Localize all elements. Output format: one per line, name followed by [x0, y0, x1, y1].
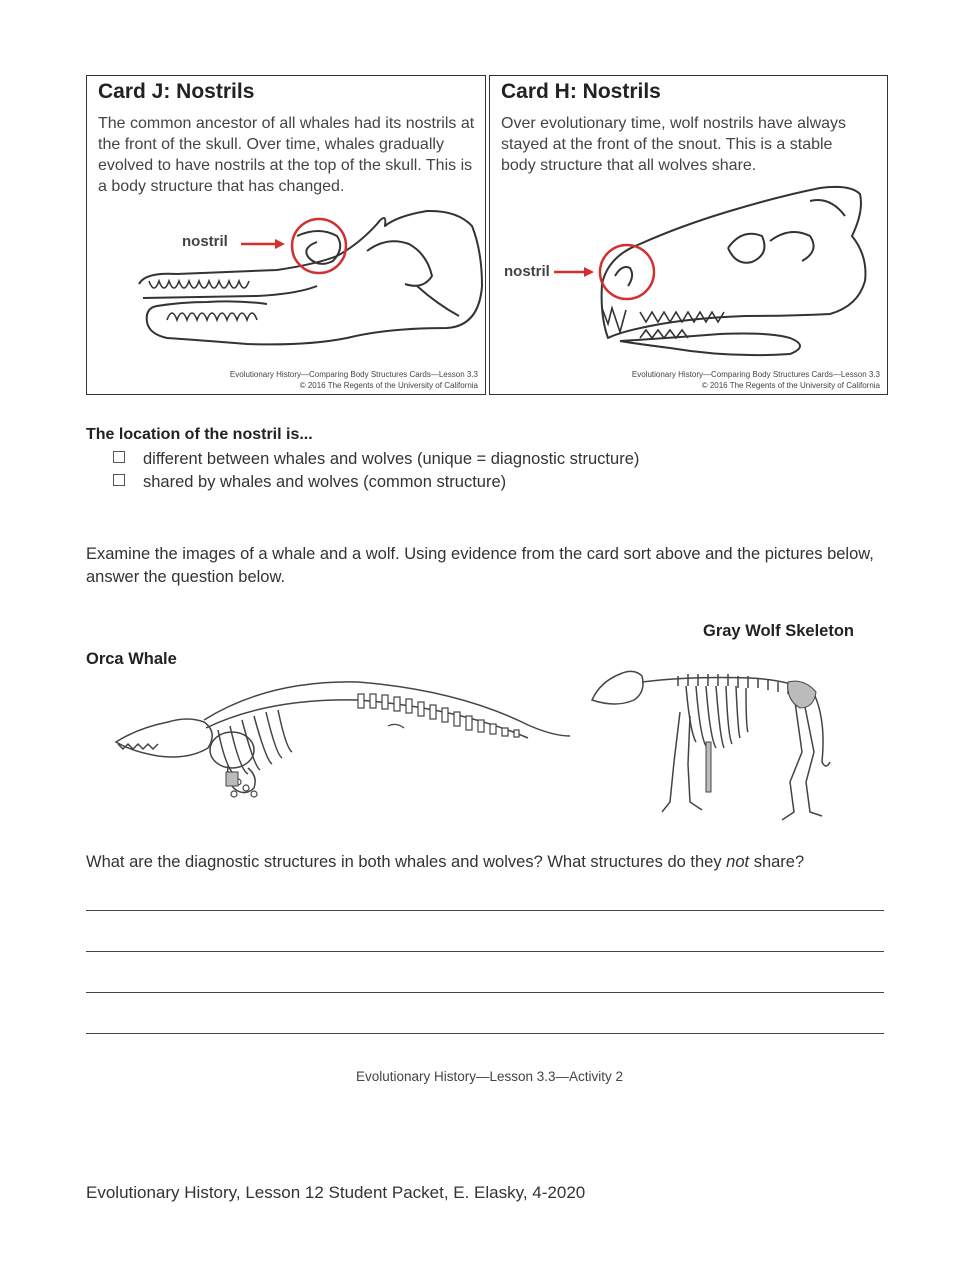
- card-j-footer: Evolutionary History—Comparing Body Structures Cards—Lesson 3.3 © 2016 The Regents of the University of California: [229, 370, 478, 390]
- answer-line[interactable]: [86, 951, 884, 952]
- orca-skeleton-illustration: [108, 670, 578, 810]
- card-j: [86, 75, 486, 395]
- card-j-text: The common ancestor of all whales had its nostrils at the front of the skull. Over time, whales gradually evolved to have nostrils at the top of the skull. This is a body structure that has changed.: [98, 115, 475, 195]
- checkbox-shared[interactable]: [113, 474, 125, 486]
- option-different[interactable]: different between whales and wolves (unique = diagnostic structure): [113, 450, 639, 469]
- question-1-title: The location of the nostril is...: [86, 426, 313, 443]
- answer-line[interactable]: [86, 1033, 884, 1034]
- whale-skull-illustration: [87, 76, 485, 394]
- orca-label: Orca Whale: [86, 650, 177, 668]
- card-h-title: Card H: Nostrils: [501, 80, 661, 103]
- answer-line[interactable]: [86, 910, 884, 911]
- card-h-text: Over evolutionary time, wolf nostrils have always stayed at the front of the snout. This is a stable body structure that all wolves share.: [501, 115, 847, 174]
- wolf-skull-illustration: [490, 76, 887, 394]
- packet-footer: Evolutionary History, Lesson 12 Student Packet, E. Elasky, 4-2020: [86, 1183, 586, 1202]
- nostril-highlight: [600, 245, 654, 299]
- card-h-footer: Evolutionary History—Comparing Body Structures Cards—Lesson 3.3 © 2016 The Regents of the University of California: [631, 370, 880, 390]
- option-shared[interactable]: shared by whales and wolves (common structure): [113, 473, 506, 492]
- activity-footer: Evolutionary History—Lesson 3.3—Activity 2: [355, 1069, 624, 1084]
- checkbox-different[interactable]: [113, 451, 125, 463]
- card-j-nostril-label: nostril: [182, 233, 228, 250]
- nostril-highlight: [292, 219, 346, 273]
- question-2: What are the diagnostic structures in both whales and wolves? What structures do they not share?: [86, 853, 805, 871]
- answer-line[interactable]: [86, 992, 884, 993]
- card-h-nostril-label: nostril: [504, 263, 550, 280]
- instructions: Examine the images of a whale and a wolf. Using evidence from the card sort above and the pictures below, answer the question below.: [86, 545, 874, 586]
- wolf-skeleton-illustration: [590, 652, 840, 827]
- card-j-title: Card J: Nostrils: [98, 80, 255, 103]
- card-h: [489, 75, 888, 395]
- wolf-label: Gray Wolf Skeleton: [703, 622, 854, 640]
